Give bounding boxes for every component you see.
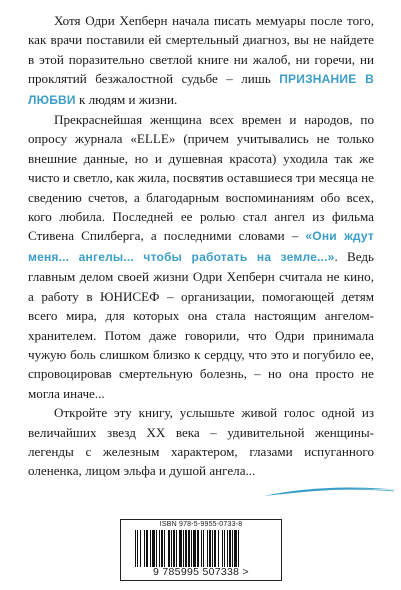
biography-text: Прекраснейшая женщина всех времен и народов, по опросу журнала «ELLE» (причем учитывались не только внешние данные, но и душевная красота) уходила так же чисто и светло, как жила, посвятив оставшиеся три месяца не сведению счетов, а благодарным воспоминаниям обо всех, кого любила. Последней ее ролью стал ангел из фильма Стивена Спилберга, а последними словами – [28,112,374,244]
intro-text: Хотя Одри Хепберн начала писать мемуары после того, как врачи поставили ей смертельный диагноз, вы не найдете в этой поразительно светлой книге ни жалоб, ни горечи, ни проклятий безжалостной судьбе – лишь [28,13,374,87]
invitation-text: Откройте эту книгу, услышьте живой голос одной из величайших звезд XX века – удивительной женщины-легенды с железным характером, глазами испуганного олененка, лицом эльфа и душой ангела... [28,405,374,479]
intro-text-end: к людям и жизни. [75,91,178,107]
biography-text-end: . Ведь главным делом своей жизни Одри Хепберн считала не кино, а работу в ЮНИСЕФ – организации, помогающей детям всего мира, для которых она стала настоящим ангелом-хранителем. Потом даже говорили, что Одри принимала чужую боль слишком близко к сердцу, что это и погубило ее, спровоцировав смертельную болезнь, – но она просто не могла иначе... [28,248,374,401]
love-confession-highlight: ПРИЗНАНИЕ В ЛЮБВИ [28,72,374,107]
last-words-quote: «Они ждут меня... ангелы... чтобы работать на земле...» [28,229,374,264]
paragraph-intro [28,11,374,110]
paragraph-biography [28,110,374,403]
barcode-block [120,519,282,581]
isbn-label: ISBN 978-5-9955-0733-8 [159,521,243,528]
annotation-text [28,11,374,481]
decorative-swoosh [262,474,401,504]
paragraph-invitation [28,403,374,481]
barcode-digits: 9 785995 507338 > [153,566,249,578]
barcode-icon [135,530,273,567]
